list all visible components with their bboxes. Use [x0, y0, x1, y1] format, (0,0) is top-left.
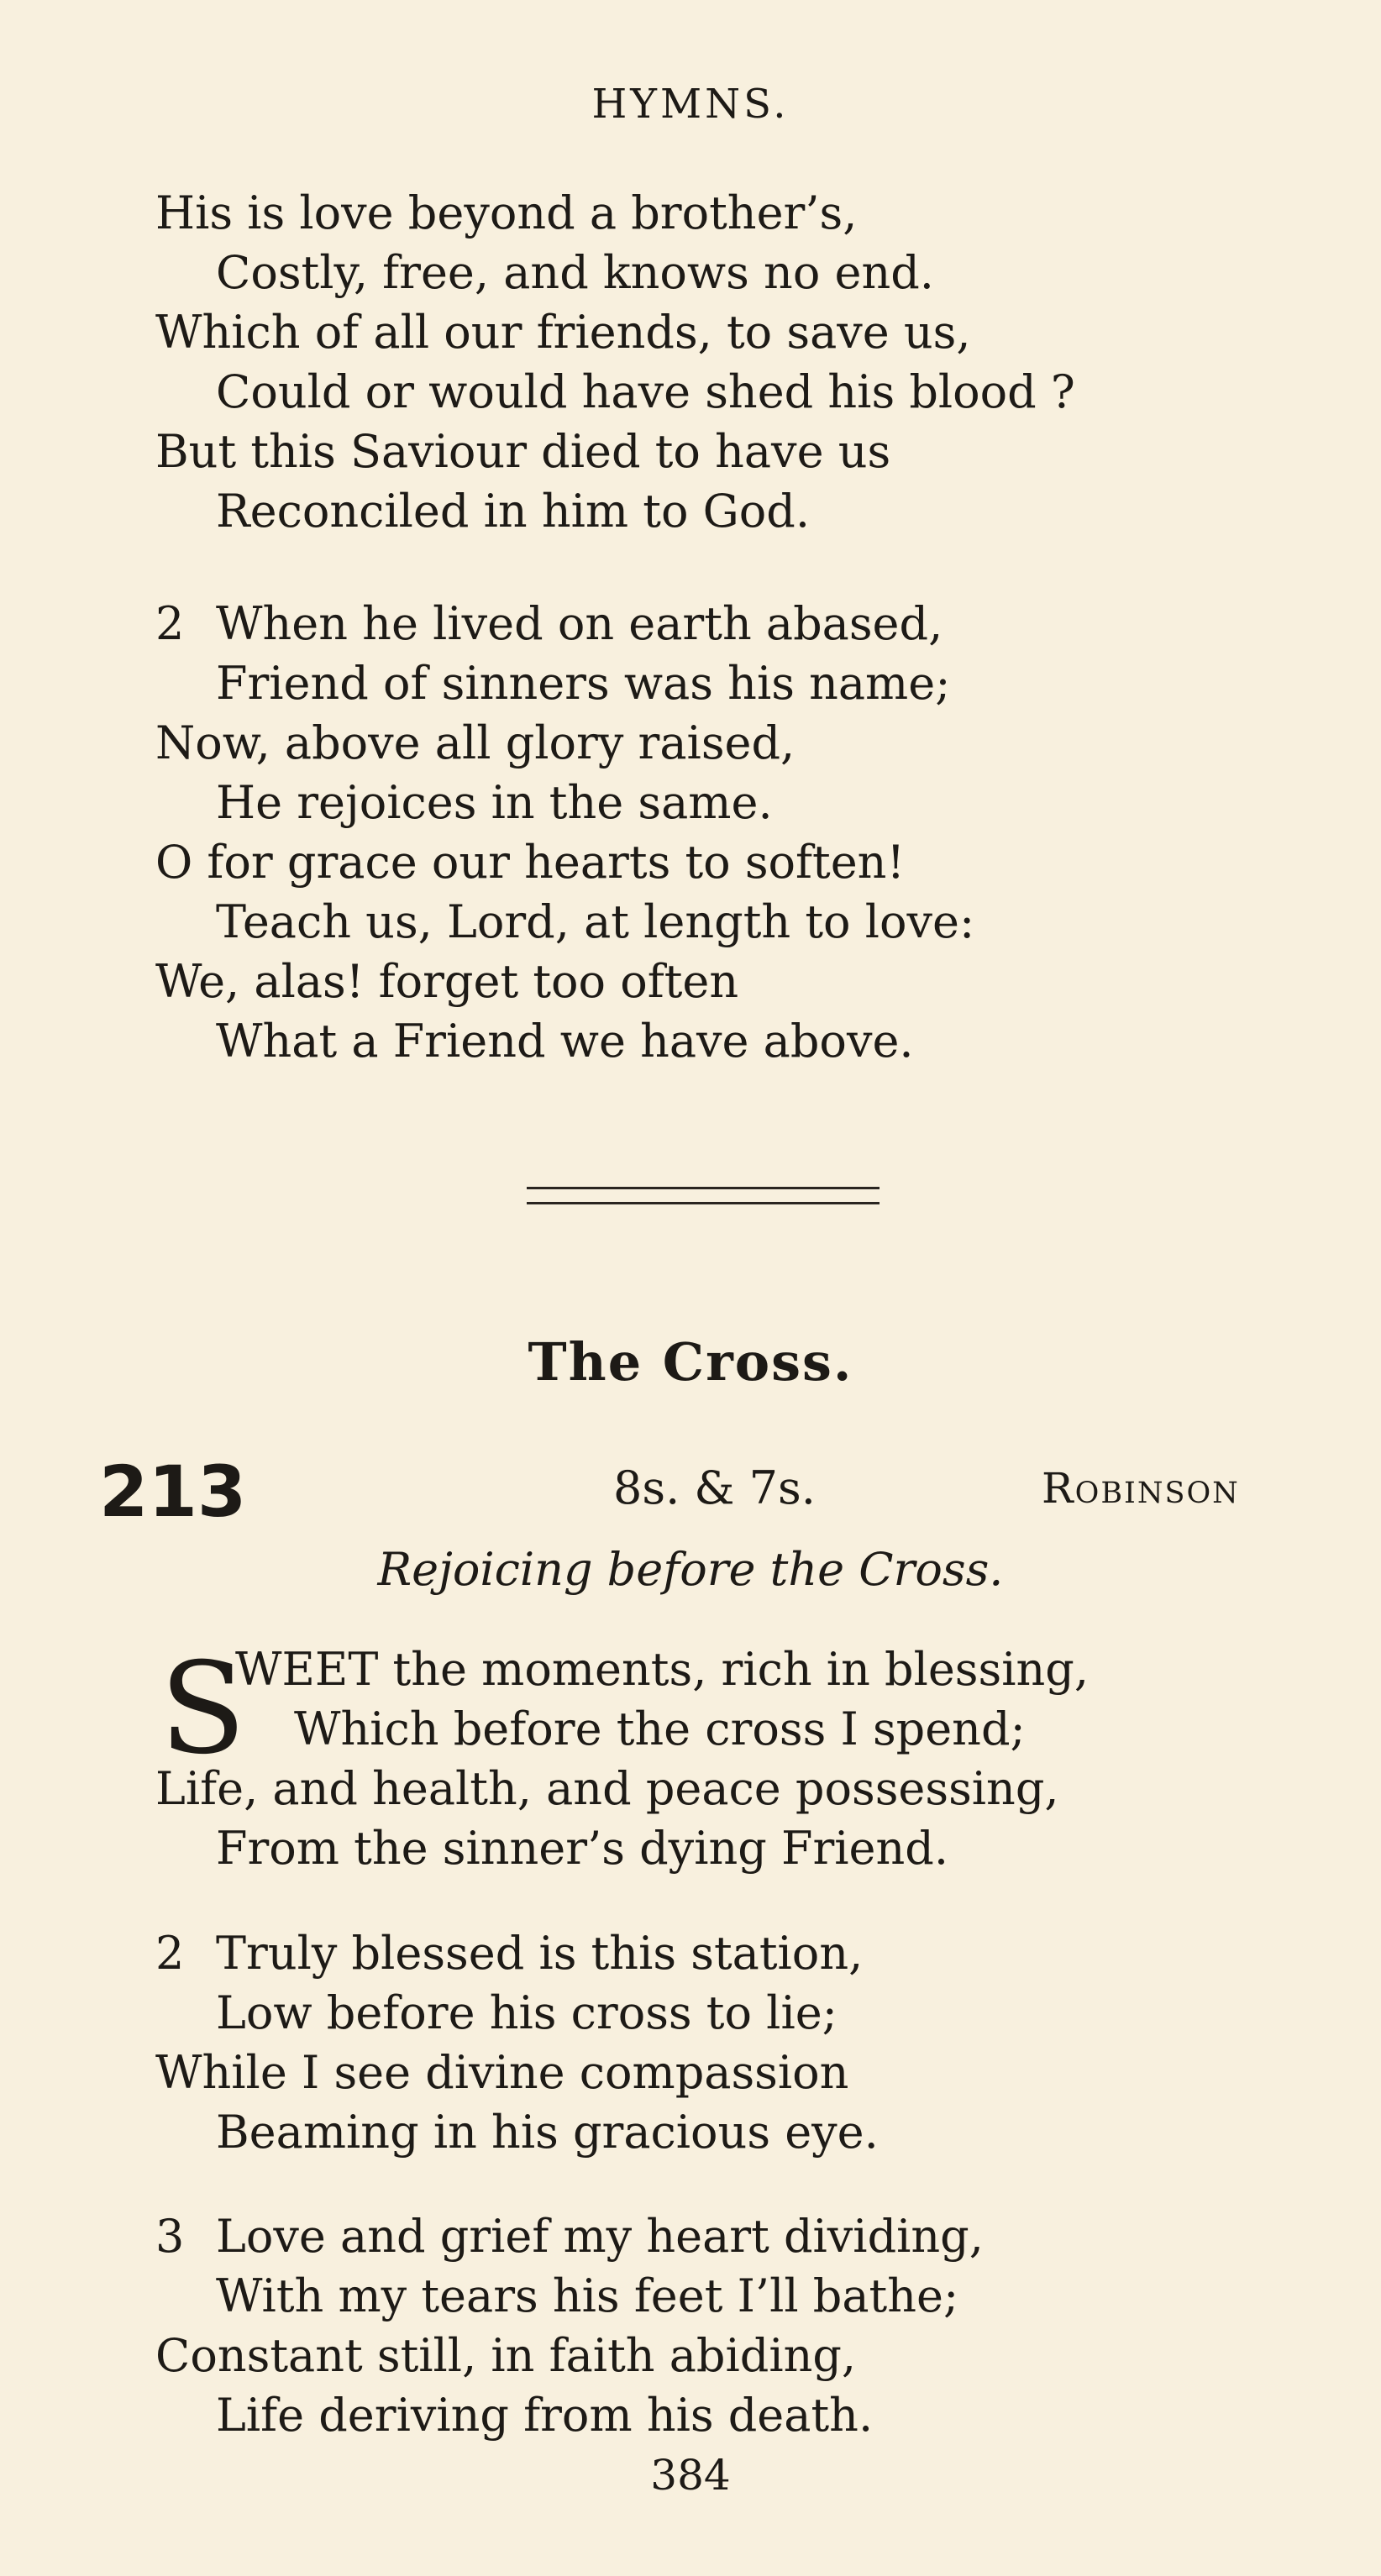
tune-name: Robinson: [1042, 1464, 1240, 1513]
verse-line: Friend of sinners was his name;: [216, 657, 951, 710]
hymn-stanza-2: [155, 1923, 879, 2162]
verse-line: Truly blessed is this station,: [216, 1927, 864, 1980]
verse-line: We, alas! forget too often: [155, 955, 739, 1008]
verse-line: He rejoices in the same.: [216, 776, 773, 829]
verse-line: From the sinner’s dying Friend.: [216, 1822, 948, 1875]
hymn-stanza-1: [155, 1636, 1090, 1878]
verse-line: Low before his cross to lie;: [216, 1986, 838, 2039]
verse-line: But this Saviour died to have us: [155, 425, 891, 478]
verse-line: O for grace our hearts to soften!: [155, 836, 906, 889]
divider-rule-top: [527, 1187, 880, 1189]
verse-line: Costly, free, and knows no end.: [216, 246, 934, 299]
verse-line: When he lived on earth abased,: [216, 597, 943, 650]
verse-line: While I see divine compassion: [155, 2046, 849, 2099]
hymn-subtitle: Rejoicing before the Cross.: [377, 1543, 1004, 1596]
verse-line: His is love beyond a brother’s,: [155, 186, 858, 239]
verse-line: Reconciled in him to God.: [216, 485, 811, 538]
hymn-meter: 8s. & 7s.: [613, 1461, 816, 1514]
verse-line: Constant still, in faith abiding,: [155, 2329, 857, 2382]
section-title: The Cross.: [528, 1331, 853, 1393]
verse-line: Life deriving from his death.: [216, 2389, 874, 2442]
stanza-number: 3: [155, 2210, 185, 2263]
stanza-number: 2: [155, 597, 185, 650]
verse-line: WEET the moments, rich in blessing,: [235, 1643, 1090, 1696]
verse-line: Could or would have shed his blood ?: [216, 365, 1075, 418]
hymn-stanza-3: [155, 2206, 984, 2445]
verse-line: Life, and health, and peace possessing,: [155, 1762, 1059, 1815]
stanza-number: 2: [155, 1927, 185, 1980]
drop-cap: S: [160, 1636, 246, 1782]
running-head: HYMNS.: [591, 81, 790, 128]
verse-line: With my tears his feet I’ll bathe;: [216, 2269, 959, 2322]
divider-rule-bottom: [527, 1202, 880, 1204]
verse-line: Love and grief my heart dividing,: [216, 2210, 984, 2263]
verse-line: Which of all our friends, to save us,: [155, 306, 971, 359]
prev-hymn-stanza-1: [155, 183, 1075, 541]
verse-line: Beaming in his gracious eye.: [216, 2106, 879, 2159]
verse-line: Which before the cross I spend;: [294, 1702, 1026, 1755]
verse-line: Now, above all glory raised,: [155, 716, 796, 769]
verse-line: Teach us, Lord, at length to love:: [216, 895, 975, 948]
hymn-number: 213: [99, 1451, 247, 1533]
verse-line: What a Friend we have above.: [216, 1015, 914, 1068]
page-number: 384: [650, 2451, 731, 2500]
prev-hymn-stanza-2: [155, 594, 974, 1071]
